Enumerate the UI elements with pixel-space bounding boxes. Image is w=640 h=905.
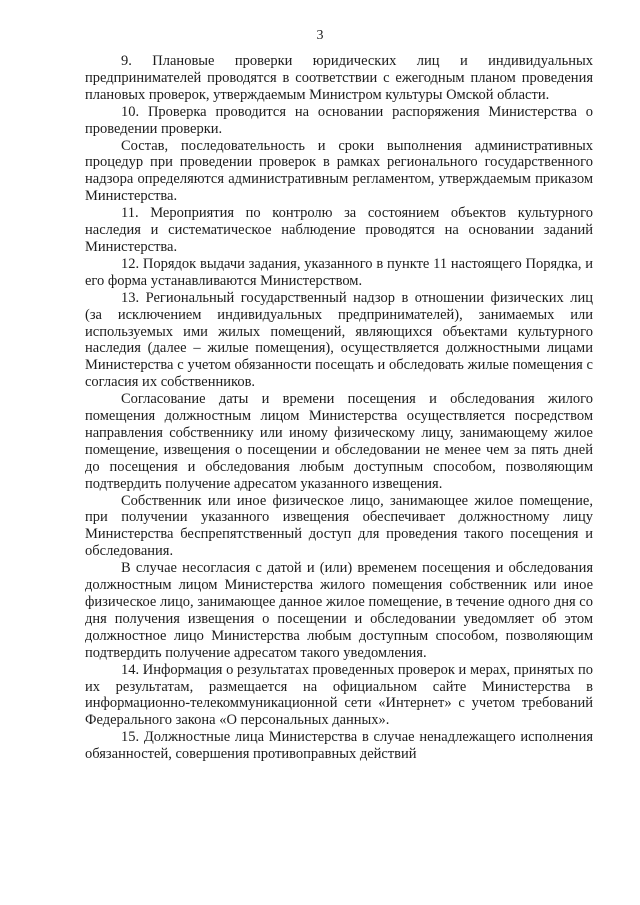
paragraph-item-10: 10. Проверка проводится на основании распоряжения Министерства о проведении проверки. [85, 103, 593, 137]
paragraph-item-12: 12. Порядок выдачи задания, указанного в пункте 11 настоящего Порядка, и его форма устанавливаются Министерством. [85, 255, 593, 289]
paragraph-item-9: 9. Плановые проверки юридических лиц и индивидуальных предпринимателей проводятся в соответствии с ежегодным планом проведения плановых проверок, утверждаемым Министром культуры Омской области. [85, 53, 593, 103]
document-body [85, 53, 593, 763]
paragraph-item-11: 11. Мероприятия по контролю за состоянием объектов культурного наследия и систематическое наблюдение проводятся на основании заданий Министерства. [85, 205, 593, 255]
paragraph-visit-agreement: Согласование даты и времени посещения и обследования жилого помещения должностным лицом Министерства осуществляется посредством направления собственнику или иному физическому лицу, занимающему жилое помещение, извещения о посещении и обследовании не менее чем за пять дней до посещения и обследования любым доступным способом, позволяющим подтвердить получение адресатом указанного извещения. [85, 391, 593, 492]
paragraph-procedures: Состав, последовательность и сроки выполнения административных процедур при проведении проверок в рамках регионального государственного надзора определяются административным регламентом, утверждаемым приказом Министерства. [85, 137, 593, 205]
paragraph-access: Собственник или иное физическое лицо, занимающее жилое помещение, при получении указанного извещения обеспечивает должностному лицу Министерства беспрепятственный доступ для проведения такого посещения и обследования. [85, 492, 593, 560]
page-number: 3 [316, 28, 324, 43]
paragraph-item-13: 13. Региональный государственный надзор в отношении физических лиц (за исключением индивидуальных предпринимателей), занимаемых или используемых ими жилых помещений, являющихся объектами культурного наследия (далее – жилые помещения), осуществляется должностными лицами Министерства с учетом обязанности посещать и обследовать жилые помещения с согласия их собственников. [85, 289, 593, 391]
paragraph-disagreement: В случае несогласия с датой и (или) временем посещения и обследования должностным лицом Министерства жилого помещения собственник или иное физическое лицо, занимающее данное жилое помещение, в течение одного дня со дня получения извещения о посещении и обследовании уведомляет об этом должностное лицо Министерства любым доступным способом, позволяющим подтвердить получение адресатом такого уведомления. [85, 560, 593, 661]
paragraph-item-15: 15. Должностные лица Министерства в случае ненадлежащего исполнения обязанностей, совершения противоправных действий [85, 729, 593, 763]
paragraph-item-14: 14. Информация о результатах проведенных проверок и мерах, принятых по их результатам, размещается на официальном сайте Министерства в информационно-телекоммуникационной сети «Интернет» с учетом требований Федерального закона «О персональных данных». [85, 661, 593, 729]
